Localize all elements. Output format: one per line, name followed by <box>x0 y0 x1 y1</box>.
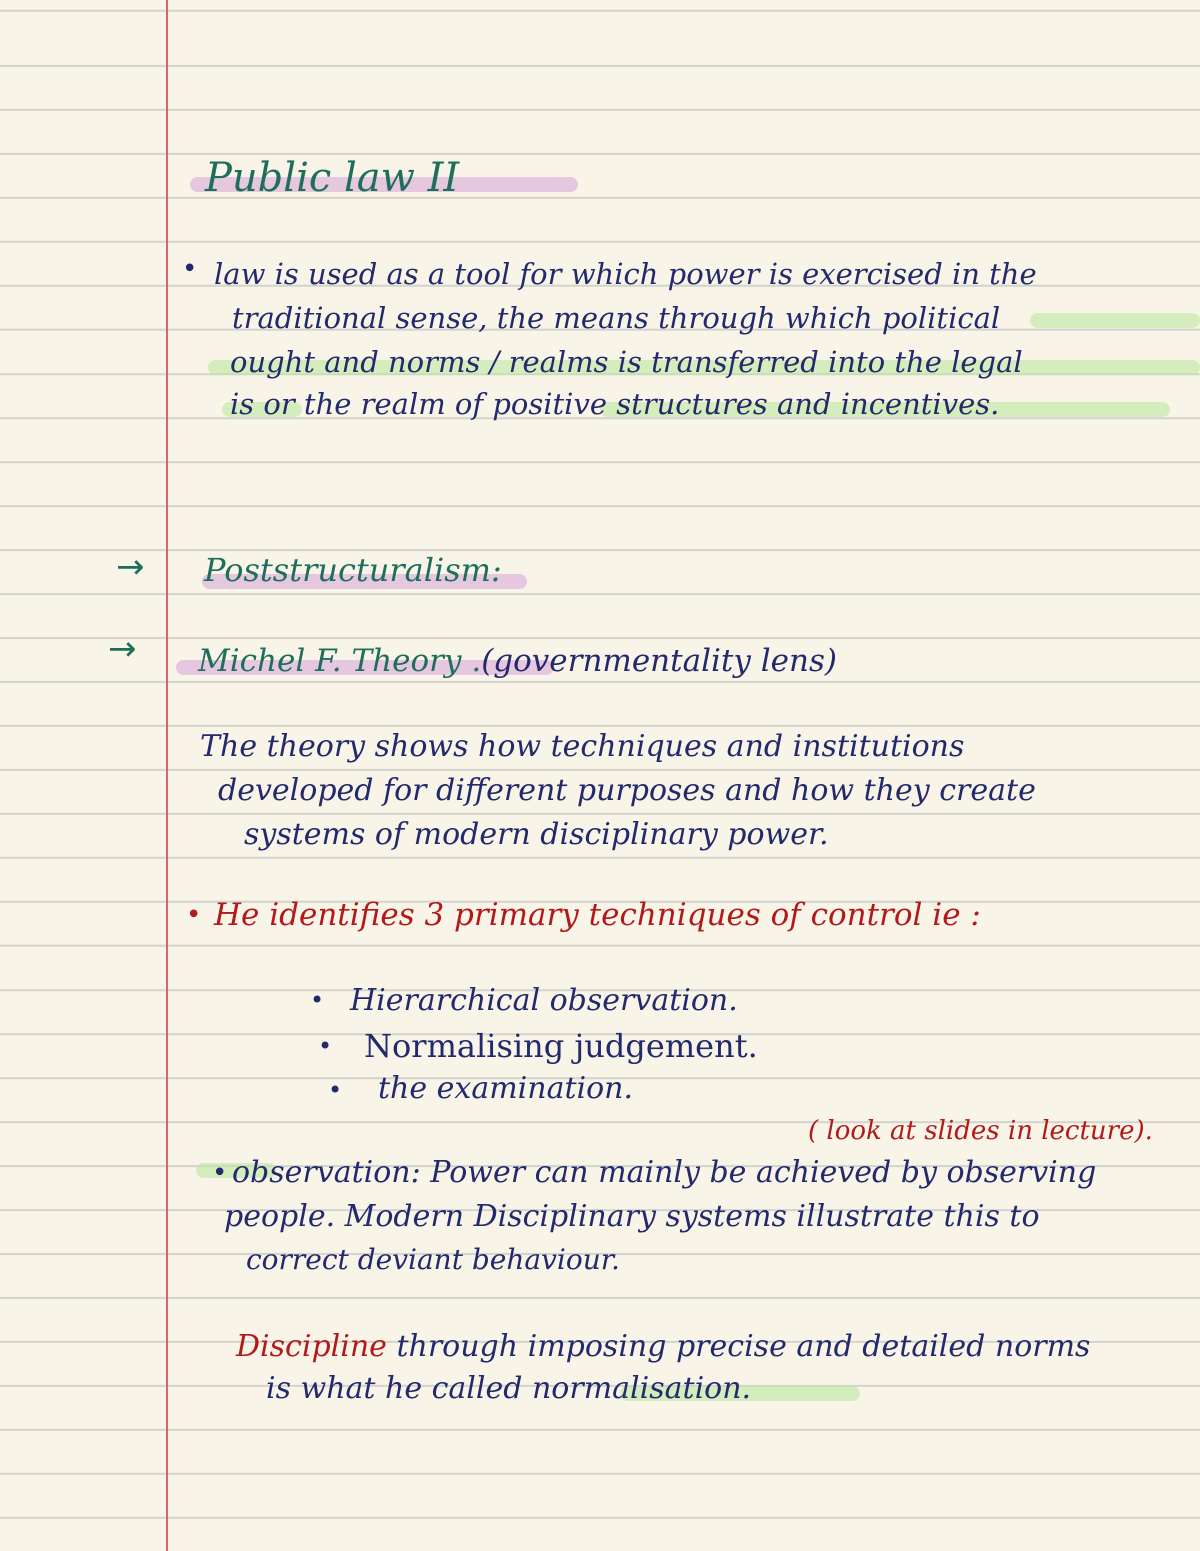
theory-line-2: developed for different purposes and how they create <box>218 773 1036 808</box>
theory-line-1: The theory shows how techniques and institutions <box>200 729 965 764</box>
observation-line-3: correct deviant behaviour. <box>246 1243 620 1276</box>
technique-bullet: • <box>328 1076 343 1104</box>
discipline-word: Discipline <box>236 1329 387 1364</box>
technique-item-1: Hierarchical observation. <box>350 983 738 1018</box>
heading-poststructuralism: Poststructuralism: <box>204 551 502 589</box>
discipline-line-1-rest: through imposing precise and detailed norms <box>386 1329 1091 1364</box>
intro-line-4: is or the realm of positive structures and incentives. <box>230 387 1000 421</box>
page-title: Public law II <box>205 155 460 201</box>
observation-bullet: • <box>212 1158 228 1188</box>
technique-item-2: Normalising judgement. <box>364 1027 758 1065</box>
arrow-icon: → <box>116 547 145 587</box>
heading-michel-main: Michel F. Theory . <box>198 643 482 679</box>
intro-line-3: ought and norms / realms is transferred into the legal <box>230 345 1023 379</box>
arrow-icon: → <box>108 629 137 669</box>
observation-line-2: people. Modern Disciplinary systems illustrate this to <box>224 1199 1040 1234</box>
discipline-line-2: is what he called normalisation. <box>266 1371 752 1406</box>
technique-bullet: • <box>310 986 325 1014</box>
technique-bullet: • <box>318 1032 333 1060</box>
observation-line-1: observation: Power can mainly be achieved by observing <box>232 1155 1097 1190</box>
intro-line-2: traditional sense, the means through which political <box>232 301 1001 335</box>
side-note: ( look at slides in lecture). <box>808 1116 1153 1146</box>
technique-item-3: the examination. <box>378 1071 634 1106</box>
heading-michel-theory <box>198 643 837 679</box>
theory-line-3: systems of modern disciplinary power. <box>244 817 829 852</box>
heading-michel-suffix: (governmentality lens) <box>481 643 837 679</box>
identifies-line: He identifies 3 primary techniques of control ie : <box>214 897 981 933</box>
margin-line <box>166 0 168 1551</box>
intro-line-1: law is used as a tool for which power is exercised in the <box>214 257 1037 291</box>
highlight-political <box>1030 313 1200 328</box>
intro-bullet: • <box>182 254 198 284</box>
identifies-bullet: • <box>186 900 202 930</box>
discipline-line-1 <box>236 1329 1091 1364</box>
